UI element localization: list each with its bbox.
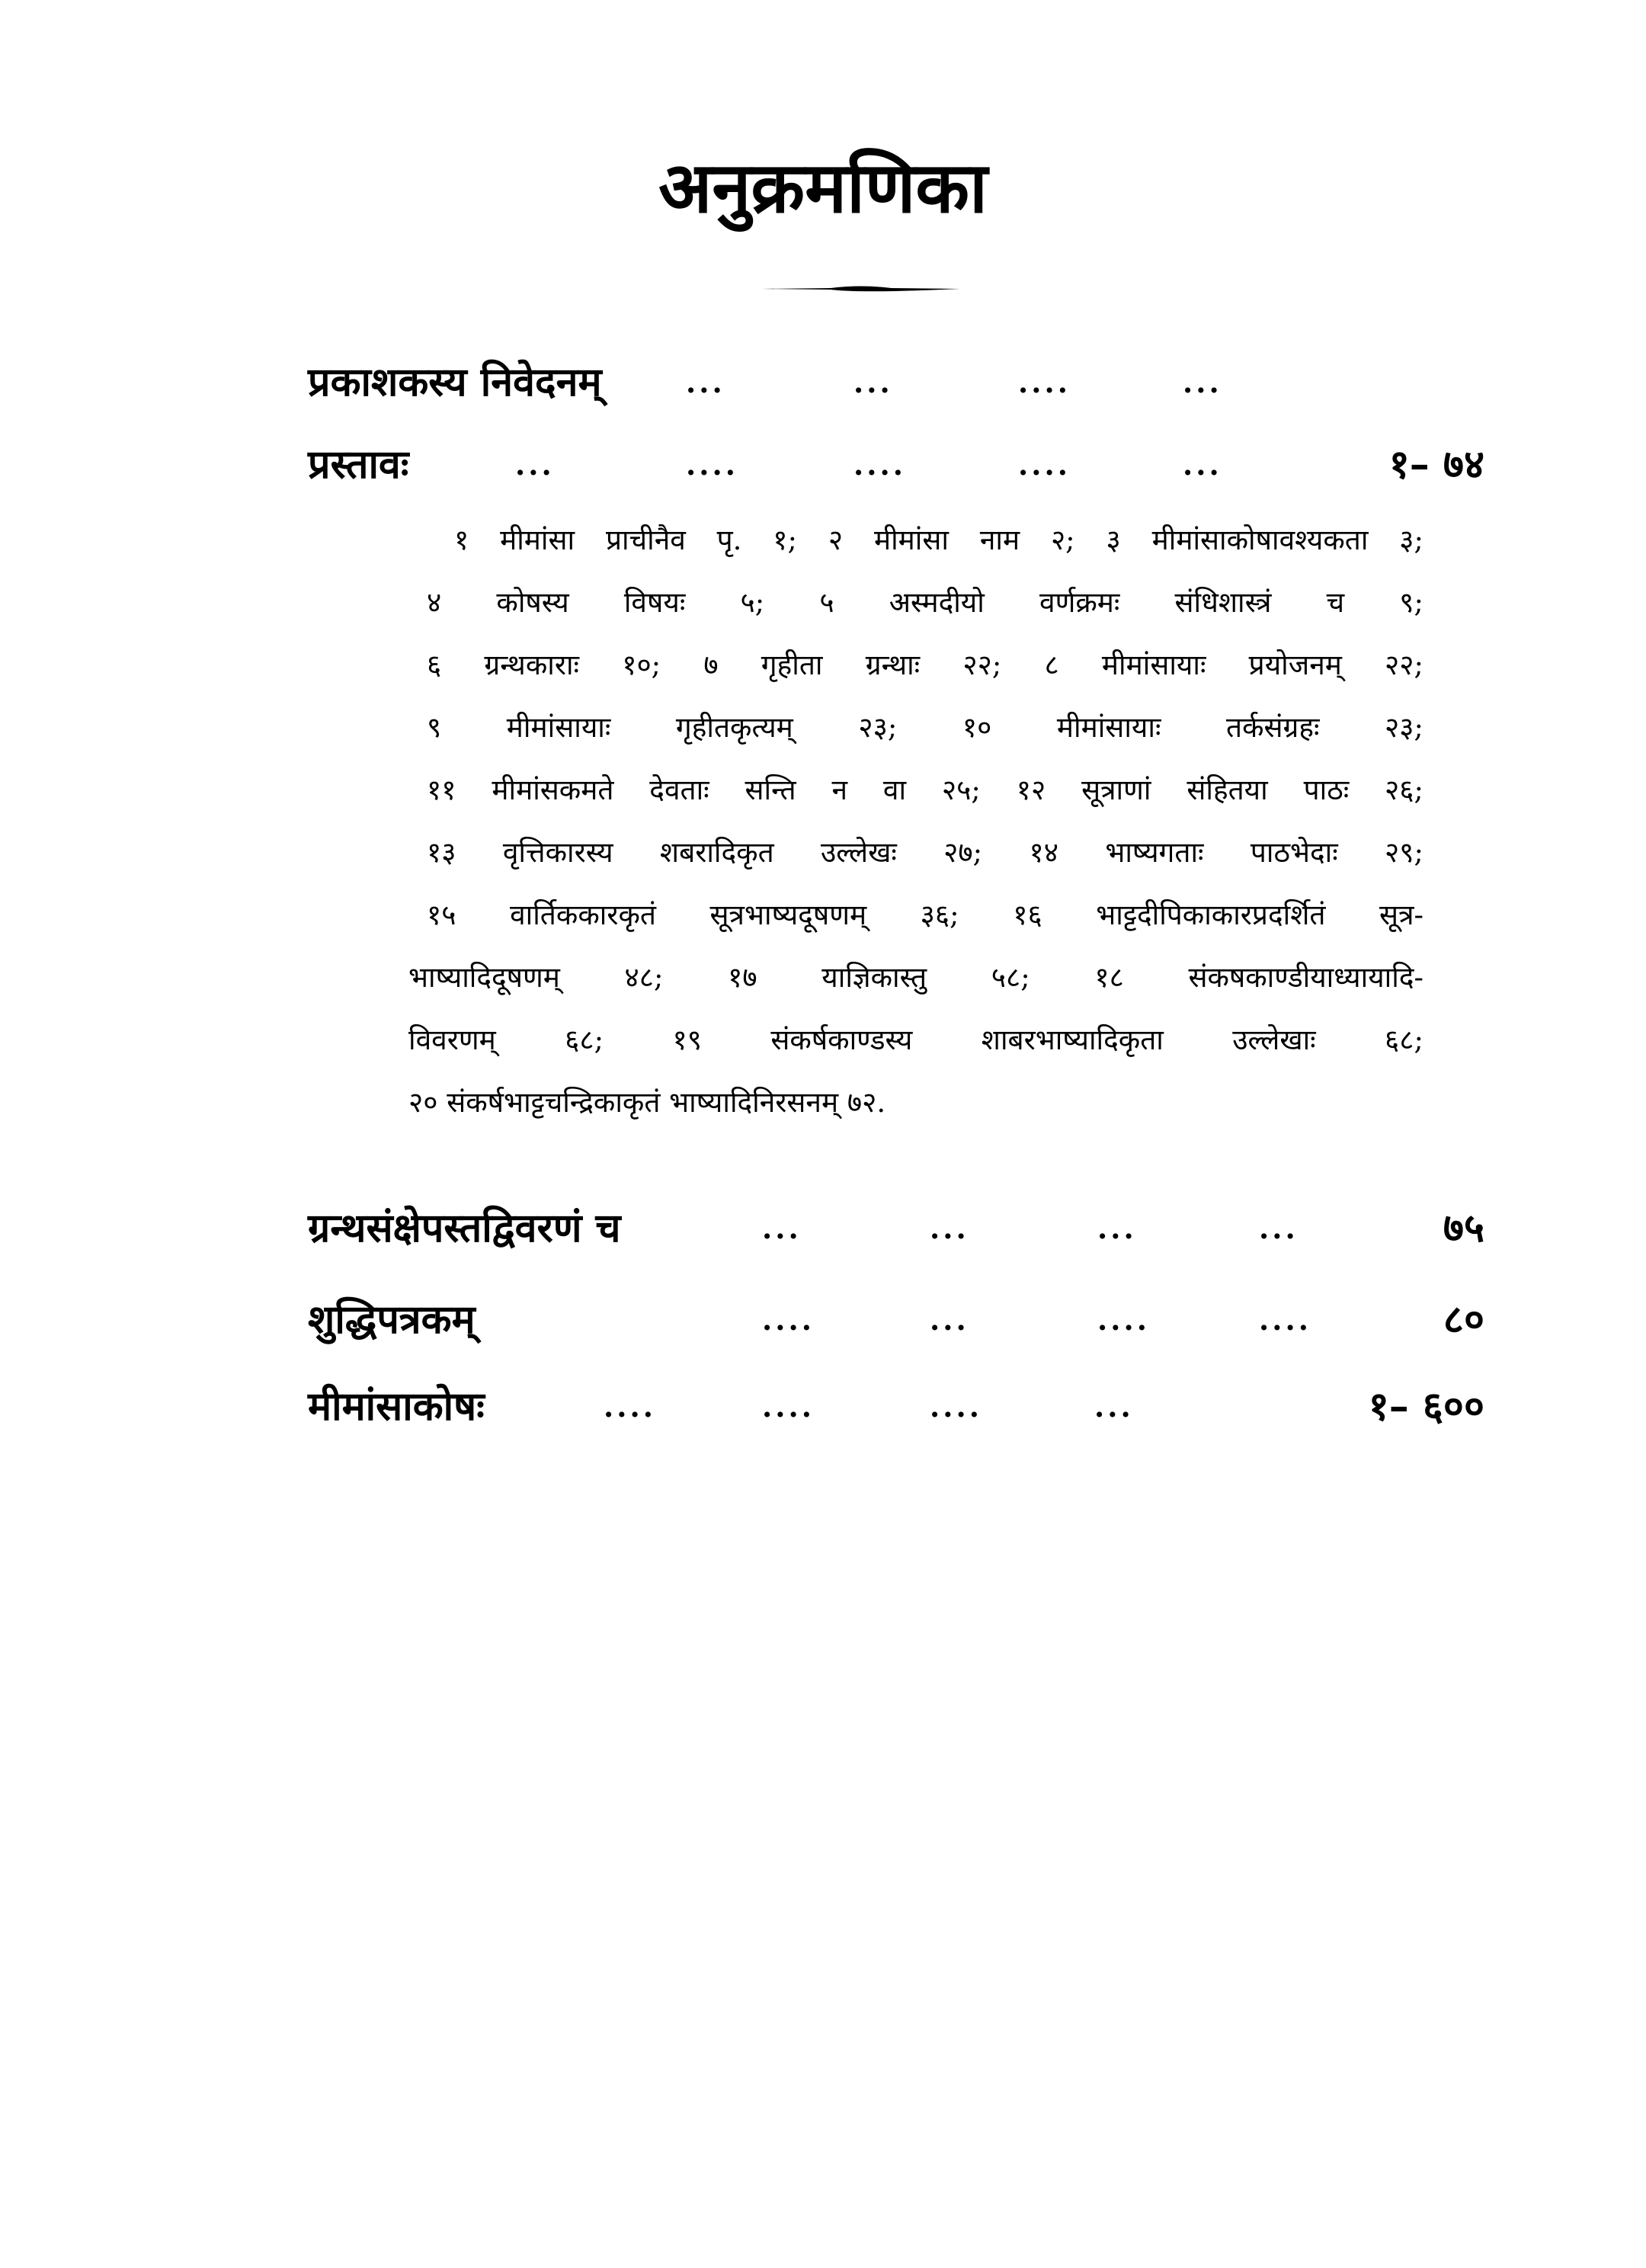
leader-dots: ...: [1259, 1211, 1299, 1245]
leader-dots: ...: [1183, 365, 1222, 399]
toc-entry-label: प्रकाशकस्य निवेदनम्: [308, 359, 602, 405]
leader-dots: ...: [853, 365, 893, 399]
toc-entry-page: १– ७४: [1388, 441, 1484, 488]
leader-dots: ...: [515, 447, 555, 482]
leader-dots: ....: [1259, 1302, 1311, 1337]
toc-entry-label: मीमांसाकोषः: [308, 1383, 485, 1430]
toc-entry-granthasankshepa[interactable]: [308, 1204, 1484, 1253]
leader-dots: ....: [1018, 447, 1071, 482]
leader-dots: ....: [686, 447, 738, 482]
detail-line: भाष्यादिदूषणम् ४८; १७ याज्ञिकास्तु ५८; १८ संकषकाण्डीयाध्यायादि-: [408, 961, 1423, 994]
toc-entry-page: १– ६००: [1368, 1383, 1484, 1430]
leader-dots: ...: [762, 1211, 802, 1245]
leader-dots: ....: [1097, 1302, 1150, 1337]
toc-entry-label: शुद्धिपत्रकम्: [308, 1296, 476, 1343]
detail-line: ९ मीमांसायाः गृहीतकृत्यम् २३; १० मीमांसायाः तर्कसंग्रहः २३;: [427, 711, 1423, 744]
toc-entry-mimamsakosha[interactable]: [308, 1382, 1484, 1431]
detail-line: २० संकर्षभाट्टचन्द्रिकाकृतं भाष्यादिनिरसनम् ७२.: [408, 1086, 886, 1119]
toc-entry-prastava[interactable]: [308, 440, 1484, 489]
leader-dots: ...: [1183, 447, 1222, 482]
toc-entry-label: ग्रन्थसंक्षेपस्तद्विवरणं च: [308, 1205, 621, 1251]
leader-dots: ...: [1097, 1211, 1137, 1245]
detail-line: विवरणम् ६८; १९ संकर्षकाण्डस्य शाबरभाष्यादिकृता उल्लेखाः ६८;: [408, 1023, 1423, 1056]
leader-dots: ...: [686, 365, 725, 399]
detail-line: ६ ग्रन्थकाराः १०; ७ गृहीता ग्रन्थाः २२; ८ मीमांसायाः प्रयोजनम् २२;: [427, 649, 1423, 681]
title-ornament-rule: [762, 284, 960, 294]
detail-line: ११ मीमांसकमते देवताः सन्ति न वा २५; १२ सूत्राणां संहितया पाठः २६;: [427, 774, 1423, 806]
detail-line: १५ वार्तिककारकृतं सूत्रभाष्यदूषणम् ३६; १६ भाट्टदीपिकाकारप्रदर्शितं सूत्र-: [427, 899, 1423, 931]
leader-dots: ...: [930, 1302, 969, 1337]
toc-entry-page: ८०: [1443, 1296, 1484, 1343]
leader-dots: ...: [930, 1211, 969, 1245]
detail-line: १ मीमांसा प्राचीनैव पृ. १; २ मीमांसा नाम २; ३ मीमांसाकोषावश्यकता ३;: [454, 524, 1423, 556]
leader-dots: ....: [1018, 365, 1071, 399]
detail-line: ४ कोषस्य विषयः ५; ५ अस्मदीयो वर्णक्रमः संधिशास्त्रं च ९;: [427, 586, 1423, 619]
toc-entry-label: प्रस्तावः: [308, 441, 409, 488]
prastava-details: [408, 509, 1423, 1134]
leader-dots: ....: [853, 447, 906, 482]
toc-entry-prakashaka-nivedanam[interactable]: [308, 358, 1484, 407]
leader-dots: ....: [604, 1389, 656, 1424]
toc-entry-shuddhipatrakam[interactable]: [308, 1296, 1484, 1344]
leader-dots: ...: [1094, 1389, 1134, 1424]
toc-entry-page: ७५: [1443, 1205, 1484, 1251]
leader-dots: ....: [762, 1302, 815, 1337]
leader-dots: ....: [930, 1389, 982, 1424]
leader-dots: ....: [762, 1389, 815, 1424]
page-title: अनुक्रमणिका: [658, 146, 988, 229]
detail-line: १३ वृत्तिकारस्य शबरादिकृत उल्लेखः २७; १४ भाष्यगताः पाठभेदाः २९;: [427, 836, 1423, 869]
